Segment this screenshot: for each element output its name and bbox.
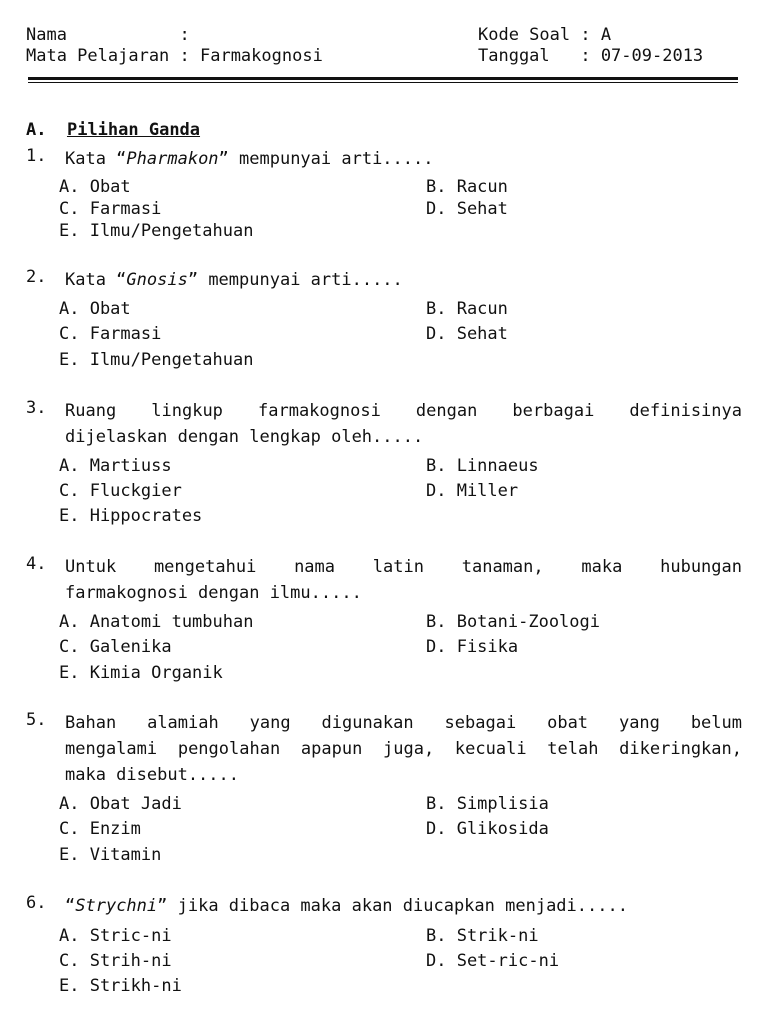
question-number: 6. bbox=[26, 893, 47, 913]
question-text-post: ” jika dibaca maka akan diucapkan menjadi..... bbox=[157, 896, 628, 916]
option-c[interactable]: C. Enzim bbox=[59, 819, 141, 839]
kode-soal-label: Kode Soal : A bbox=[478, 25, 612, 45]
option-b[interactable]: B. Linnaeus bbox=[426, 456, 539, 476]
option-a[interactable]: A. Martiuss bbox=[59, 456, 172, 476]
option-d[interactable]: D. Glikosida bbox=[426, 819, 549, 839]
option-d[interactable]: D. Sehat bbox=[426, 324, 508, 344]
question-text-line-2: mengalami pengolahan apapun juga, kecuali telah dikeringkan, bbox=[65, 739, 742, 759]
option-c[interactable]: C. Farmasi bbox=[59, 199, 162, 219]
question-text-line-2: dijelaskan dengan lengkap oleh..... bbox=[65, 427, 424, 447]
question-number: 4. bbox=[26, 554, 47, 574]
option-b[interactable]: B. Racun bbox=[426, 177, 508, 197]
tanggal-label: Tanggal : 07-09-2013 bbox=[478, 46, 704, 66]
question-text-pre: “ bbox=[65, 896, 76, 916]
option-e[interactable]: E. Ilmu/Pengetahuan bbox=[59, 221, 254, 241]
question-text-pre: Kata “ bbox=[65, 270, 127, 290]
option-c[interactable]: C. Farmasi bbox=[59, 324, 162, 344]
question-text bbox=[65, 893, 742, 919]
nama-field-label: Nama : bbox=[26, 25, 190, 45]
option-a[interactable]: A. Obat Jadi bbox=[59, 794, 182, 814]
option-d[interactable]: D. Sehat bbox=[426, 199, 508, 219]
question-number: 3. bbox=[26, 398, 47, 418]
question-text-line-1: Bahan alamiah yang digunakan sebagai obat yang belum bbox=[65, 713, 742, 733]
question-text-pre: Kata “ bbox=[65, 149, 127, 169]
option-a[interactable]: A. Obat bbox=[59, 177, 131, 197]
option-a[interactable]: A. Obat bbox=[59, 299, 131, 319]
question-text-line-3: maka disebut..... bbox=[65, 765, 239, 785]
question-2 bbox=[26, 267, 742, 293]
option-c[interactable]: C. Strih-ni bbox=[59, 951, 172, 971]
option-c[interactable]: C. Fluckgier bbox=[59, 481, 182, 501]
option-b[interactable]: B. Strik-ni bbox=[426, 926, 539, 946]
option-d[interactable]: D. Fisika bbox=[426, 637, 519, 657]
section-heading bbox=[26, 120, 200, 140]
question-text bbox=[65, 146, 742, 172]
question-number: 5. bbox=[26, 710, 47, 730]
question-text-italic: Strychni bbox=[75, 896, 158, 916]
question-5 bbox=[26, 710, 742, 788]
question-number: 2. bbox=[26, 267, 47, 287]
option-e[interactable]: E. Strikh-ni bbox=[59, 976, 182, 996]
option-e[interactable]: E. Hippocrates bbox=[59, 506, 203, 526]
question-text-line-2: farmakognosi dengan ilmu..... bbox=[65, 583, 362, 603]
mata-pelajaran-label: Mata Pelajaran : Farmakognosi bbox=[26, 46, 323, 66]
option-a[interactable]: A. Stric-ni bbox=[59, 926, 172, 946]
question-1 bbox=[26, 146, 742, 172]
question-text-italic: Pharmakon bbox=[126, 149, 219, 169]
header-divider-thin bbox=[28, 82, 738, 83]
question-number: 1. bbox=[26, 146, 47, 166]
option-b[interactable]: B. Botani-Zoologi bbox=[426, 612, 600, 632]
option-d[interactable]: D. Set-ric-ni bbox=[426, 951, 560, 971]
question-text-post: ” mempunyai arti..... bbox=[218, 149, 434, 169]
question-text bbox=[65, 267, 742, 293]
question-4 bbox=[26, 554, 742, 606]
question-3 bbox=[26, 398, 742, 450]
section-letter: A. bbox=[26, 120, 47, 140]
option-b[interactable]: B. Racun bbox=[426, 299, 508, 319]
option-a[interactable]: A. Anatomi tumbuhan bbox=[59, 612, 254, 632]
question-text-line-1: Untuk mengetahui nama latin tanaman, maka hubungan bbox=[65, 557, 742, 577]
option-e[interactable]: E. Vitamin bbox=[59, 845, 162, 865]
option-c[interactable]: C. Galenika bbox=[59, 637, 172, 657]
question-text-italic: Gnosis bbox=[126, 270, 188, 290]
question-text-line-1: Ruang lingkup farmakognosi dengan berbagai definisinya bbox=[65, 401, 742, 421]
section-title: Pilihan Ganda bbox=[66, 120, 201, 140]
header-divider-thick bbox=[28, 77, 738, 80]
option-b[interactable]: B. Simplisia bbox=[426, 794, 549, 814]
question-text-post: ” mempunyai arti..... bbox=[187, 270, 403, 290]
option-d[interactable]: D. Miller bbox=[426, 481, 519, 501]
option-e[interactable]: E. Kimia Organik bbox=[59, 663, 223, 683]
option-e[interactable]: E. Ilmu/Pengetahuan bbox=[59, 350, 254, 370]
question-6 bbox=[26, 893, 742, 919]
